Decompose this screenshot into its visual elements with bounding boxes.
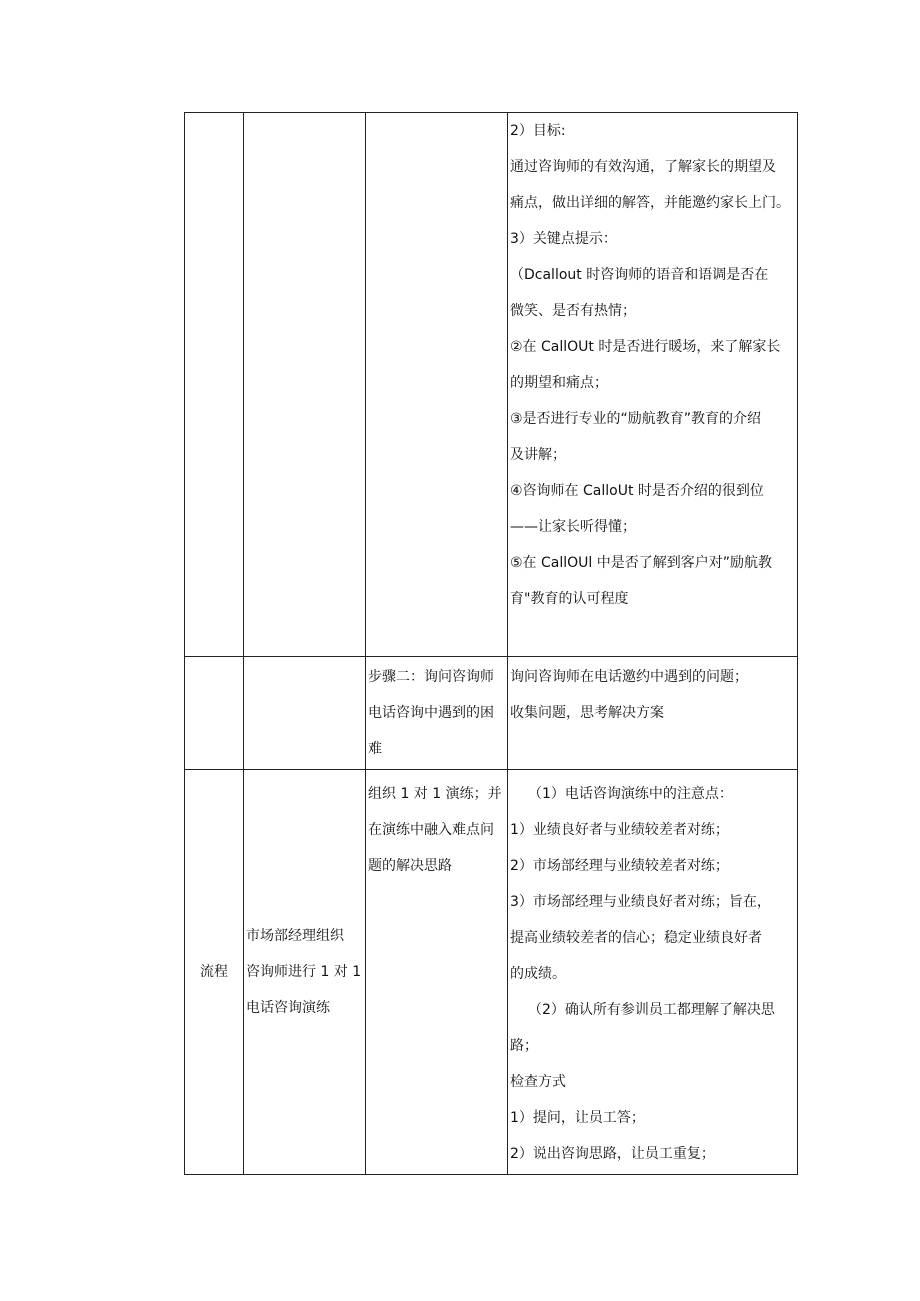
key-point-line: ②在 CallOUt 时是否进行暖场，来了解家长 (510, 339, 781, 355)
step-two-detail-line: 询问咨询师在电话邀约中遇到的问题； (510, 669, 748, 685)
goal-heading: 2）目标: (510, 123, 566, 139)
drill-note-line: 2）市场部经理与业绩较差者对练； (510, 858, 729, 874)
step-two-line: 难 (368, 741, 382, 757)
key-point-line: ⑤在 CallOUl 中是否了解到客户对”励航教 (510, 555, 772, 571)
step-two-line: 步骤二：询问咨询师 (368, 669, 494, 685)
process-label: 流程 (200, 964, 228, 980)
check-method-line: 2）说出咨询思路，让员工重复； (510, 1146, 715, 1162)
confirm-understanding-line: （2）确认所有参训员工都理解了解决思 (528, 1002, 775, 1018)
row1-col1-cell (185, 113, 244, 657)
table-row (185, 657, 798, 770)
drill-notes-heading: （1）电话咨询演练中的注意点： (528, 786, 733, 802)
row1-col4-cell (508, 113, 798, 657)
drill-note-line: 3）市场部经理与业绩良好者对练；旨在， (510, 894, 771, 910)
drill-organizer-line: 电话咨询演练 (246, 1000, 330, 1016)
row2-col1-cell (185, 657, 244, 770)
drill-note-line: 的成绩。 (510, 966, 566, 982)
goal-text-line: 痛点，做出详细的解答，并能邀约家长上门。 (510, 195, 790, 211)
check-method-line: 1）提问，让员工答； (510, 1110, 645, 1126)
procedure-table (184, 112, 798, 1175)
goal-text-line: 通过咨询师的有效沟通，了解家长的期望及 (510, 159, 776, 175)
step-two-line: 电话咨询中遇到的困 (368, 705, 494, 721)
drill-method-line: 在演练中融入难点问 (368, 822, 494, 838)
step-two-detail-cell (508, 657, 798, 770)
drill-note-line: 提高业绩较差者的信心；稳定业绩良好者 (510, 930, 762, 946)
drill-detail-cell (508, 770, 798, 1175)
drill-method-line: 组织 1 对 1 演练；并 (368, 786, 502, 802)
drill-organizer-cell (244, 770, 366, 1175)
key-point-line: ④咨询师在 CalloUt 时是否介绍的很到位 (510, 483, 764, 499)
key-point-line: 育"教育的认可程度 (510, 591, 629, 607)
key-point-line: （Dcallout 时咨询师的语音和语调是否在 (510, 267, 769, 283)
step-two-cell (366, 657, 508, 770)
key-point-line: ——让家长听得懂； (510, 519, 636, 535)
row1-col2-cell (244, 113, 366, 657)
process-label-cell (185, 770, 244, 1175)
drill-note-line: 1）业绩良好者与业绩较差者对练； (510, 822, 729, 838)
table-row (185, 113, 798, 657)
key-point-line: 及讲解； (510, 447, 566, 463)
drill-method-line: 题的解决思路 (368, 858, 452, 874)
key-point-line: 微笑、是否有热情； (510, 303, 636, 319)
confirm-understanding-line: 路； (510, 1038, 538, 1054)
key-points-heading: 3）关键点提示： (510, 231, 617, 247)
check-method-heading: 检查方式 (510, 1074, 566, 1090)
drill-method-cell (366, 770, 508, 1175)
key-point-line: 的期望和痛点； (510, 375, 608, 391)
drill-organizer-line: 市场部经理组织 (246, 928, 344, 944)
drill-organizer-line: 咨询师进行 1 对 1 (246, 964, 362, 980)
row2-col2-cell (244, 657, 366, 770)
row1-col3-cell (366, 113, 508, 657)
step-two-detail-line: 收集问题，思考解决方案 (510, 705, 664, 721)
key-point-line: ③是否进行专业的“励航教育”教育的介绍 (510, 411, 762, 427)
table-row (185, 770, 798, 1175)
